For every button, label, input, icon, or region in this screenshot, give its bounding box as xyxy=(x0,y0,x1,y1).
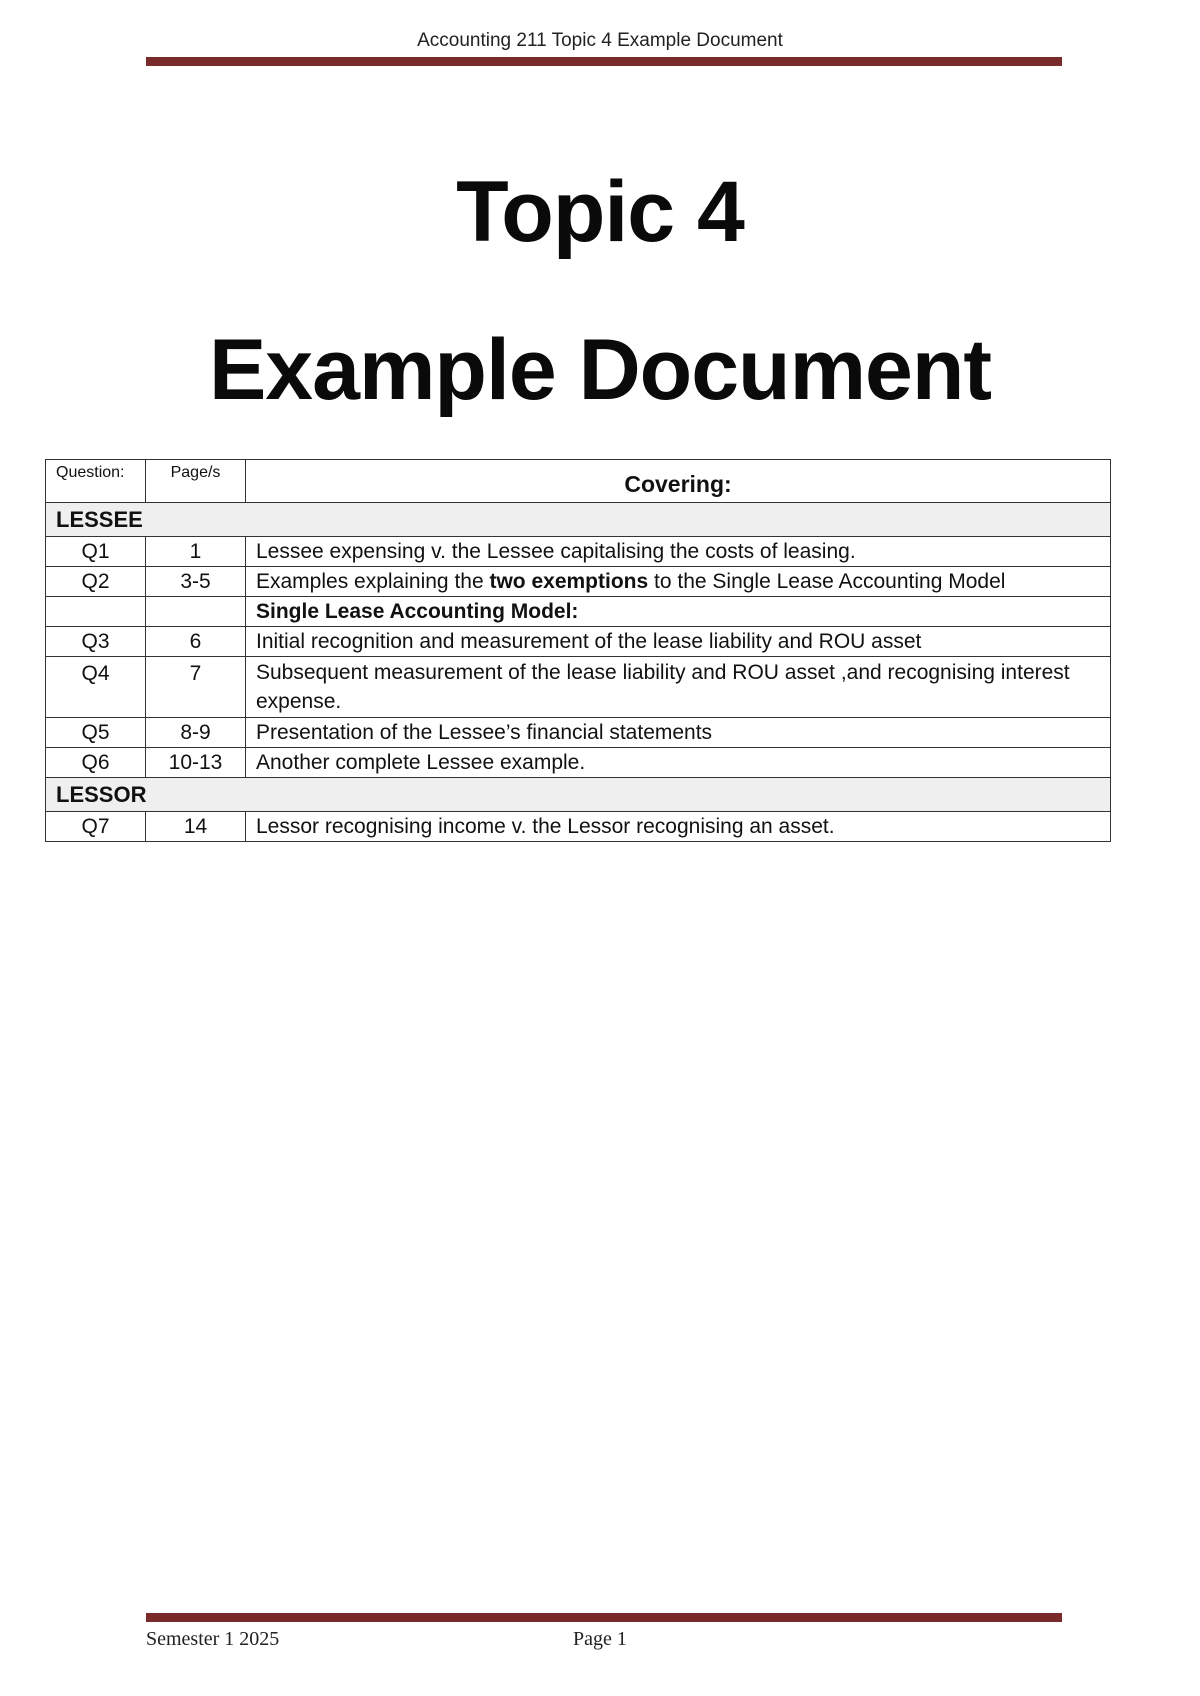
pages-cell: 8-9 xyxy=(146,718,246,748)
table-row-q2 xyxy=(46,567,1111,597)
table-row-q7 xyxy=(46,812,1111,842)
model-heading-cell: Single Lease Accounting Model: xyxy=(246,597,1111,627)
pages-cell: 6 xyxy=(146,627,246,657)
header-pages: Page/s xyxy=(146,460,246,503)
table-row-model-heading xyxy=(46,597,1111,627)
footer-semester: Semester 1 2025 xyxy=(146,1628,280,1650)
covering-cell: Presentation of the Lessee’s financial statements xyxy=(246,718,1111,748)
header-covering: Covering: xyxy=(246,460,1111,503)
covering-text-bold: two exemptions xyxy=(489,569,649,593)
covering-cell: Another complete Lessee example. xyxy=(246,748,1111,778)
question-cell: Q4 xyxy=(46,657,146,718)
table-row-q4 xyxy=(46,657,1111,718)
table-row-q1 xyxy=(46,537,1111,567)
pages-cell: 7 xyxy=(146,657,246,718)
pages-cell: 10-13 xyxy=(146,748,246,778)
question-cell: Q5 xyxy=(46,718,146,748)
pages-cell-empty xyxy=(146,597,246,627)
section-label-lessor: LESSOR xyxy=(46,778,1111,812)
footer-rule xyxy=(146,1613,1062,1622)
document-title-line-1: Topic 4 xyxy=(456,164,744,260)
contents-table xyxy=(45,459,1111,842)
table-header-row xyxy=(46,460,1111,503)
section-row-lessee xyxy=(46,503,1111,537)
covering-cell: Subsequent measurement of the lease liability and ROU asset ,and recognising interest expense. xyxy=(246,657,1111,718)
section-label-lessee: LESSEE xyxy=(46,503,1111,537)
question-cell: Q2 xyxy=(46,567,146,597)
table-row-q6 xyxy=(46,748,1111,778)
running-header: Accounting 211 Topic 4 Example Document xyxy=(417,30,783,51)
question-cell: Q3 xyxy=(46,627,146,657)
pages-cell: 1 xyxy=(146,537,246,567)
header-rule xyxy=(146,57,1062,66)
pages-cell: 14 xyxy=(146,812,246,842)
pages-cell: 3-5 xyxy=(146,567,246,597)
document-title-line-2: Example Document xyxy=(208,322,992,418)
question-cell: Q6 xyxy=(46,748,146,778)
covering-text-post: to the Single Lease Accounting Model xyxy=(648,569,1006,593)
table-row-q3 xyxy=(46,627,1111,657)
covering-cell: Lessor recognising income v. the Lessor recognising an asset. xyxy=(246,812,1111,842)
covering-cell: Initial recognition and measurement of the lease liability and ROU asset xyxy=(246,627,1111,657)
covering-cell xyxy=(246,567,1111,597)
covering-text-pre: Examples explaining the xyxy=(256,569,490,593)
question-cell: Q7 xyxy=(46,812,146,842)
section-row-lessor xyxy=(46,778,1111,812)
question-cell: Q1 xyxy=(46,537,146,567)
table-row-q5 xyxy=(46,718,1111,748)
footer-page-number: Page 1 xyxy=(573,1628,627,1650)
covering-cell: Lessee expensing v. the Lessee capitalising the costs of leasing. xyxy=(246,537,1111,567)
header-question: Question: xyxy=(46,460,146,503)
question-cell-empty xyxy=(46,597,146,627)
